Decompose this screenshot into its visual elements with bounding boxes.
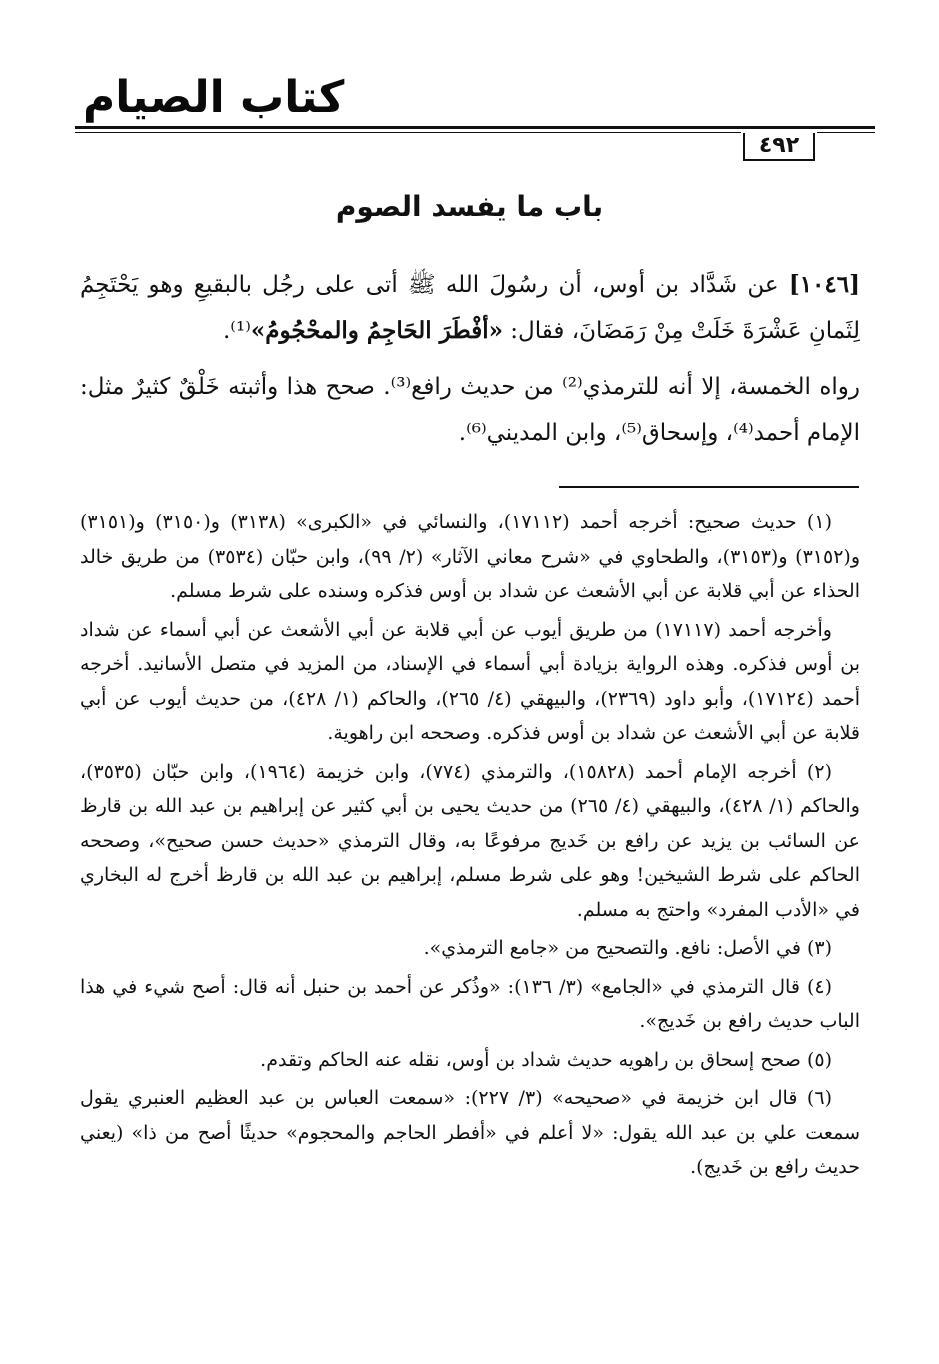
footnote-1-continued: وأخرجه أحمد (١٧١١٧) من طريق أيوب عن أبي قلابة عن أبي الأشعث عن أبي أسماء عن شداد بن أوس فذكره. وهذه الرواية بزيادة أبي أسماء في الإسناد، من المزيد في متصل الأسانيد. أخرجه أحمد (١٧١٢٤)، وأبو داود (٢٣٦٩)، والبيهقي (٤/ ٢٦٥)، والحاكم (١/ ٤٢٨)، من حديث أيوب عن أبي قلابة عن أبي الأشعث عن شداد بن أوس فذكره. وصححه ابن راهوية. [80, 618, 861, 744]
commentary-paragraph: رواه الخمسة، إلا أنه للترمذي⁽²⁾ من حديث رافع⁽³⁾. صحح هذا وأثبته خَلْقٌ كثيرٌ مثل: الإمام أحمد⁽⁴⁾، وإسحاق⁽⁵⁾، وابن المديني⁽⁶⁾. [80, 374, 860, 446]
hadith-number: [١٠٤٦] [788, 271, 861, 298]
header-rule-thin-left [75, 132, 743, 133]
footnote-4: (٤) قال الترمذي في «الجامع» (٣/ ١٣٦): «وذُكر عن أحمد بن حنبل أنه قال: أصح شيء في هذا الباب حديث رافع بن خَديج». [80, 975, 860, 1032]
page-number: ٤٩٢ [758, 133, 800, 158]
footnote-3: (٣) في الأصل: نافع. والتصحيح من «جامع الترمذي». [423, 937, 832, 959]
footnote-1: (١) حديث صحيح: أخرجه أحمد (١٧١١٢)، والنسائي في «الكبرى» (٣١٣٨) و(٣١٥٠) و(٣١٥١) و(٣١٥٢) و(٣١٥٣)، والطحاوي في «شرح معاني الآثار» (٢/ ٩٩)، وابن حبّان (٣٥٣٤) من طريق خالد الحذاء عن أبي قلابة عن أبي الأشعث عن شداد بن أوس فذكره وسنده على شرط مسلم. [80, 511, 860, 602]
header-rule-thin-right [817, 132, 875, 133]
hadith-quote: «أفْطَرَ الحَاجِمُ والمحْجُومُ» [250, 317, 503, 344]
page-number-box [743, 131, 815, 161]
hadith-end: ⁽¹⁾. [223, 318, 251, 344]
hadith-text: عن شَدَّاد بن أوس، أن رسُولَ الله ﷺ أتى على رجُل بالبقيعِ وهو يَحْتَجِمُ لِثَمانِ عَشْرَةَ خَلَتْ مِنْ رَمَضَانَ، فقال: [80, 272, 860, 344]
footnote-separator [559, 486, 859, 488]
footnote-2: (٢) أخرجه الإمام أحمد (١٥٨٢٨)، والترمذي (٧٧٤)، وابن خزيمة (١٩٦٤)، وابن حبّان (٣٥٣٥)، والحاكم (١/ ٤٢٨)، والبيهقي (٤/ ٢٦٥) من حديث يحيى بن أبي كثير عن إبراهيم بن عبد الله بن قارظ عن السائب بن يزيد عن رافع بن خَديج مرفوعًا به، وقال الترمذي «حديث حسن صحيح»، وصححه الحاكم على شرط الشيخين! وهو على شرط مسلم، إبراهيم بن عبد الله بن قارظ أخرج له البخاري في «الأدب المفرد» واحتج به مسلم. [80, 760, 860, 921]
hadith-paragraph [80, 262, 860, 354]
book-title: كتاب الصيام [83, 72, 345, 123]
main-text [80, 262, 860, 466]
chapter-title: باب ما يفسد الصوم [335, 190, 604, 223]
page-header [75, 60, 875, 170]
footnotes [80, 505, 860, 1189]
footnote-6: (٦) قال ابن خزيمة في «صحيحه» (٣/ ٢٢٧): «سمعت العباس بن عبد العظيم العنبري يقول سمعت علي بن عبد الله يقول: «لا أعلم في «أفطر الحاجم والمحجوم» حديثًا أصح من ذا» (يعني حديث رافع بن خَديج). [80, 1087, 860, 1178]
footnote-5: (٥) صحح إسحاق بن راهويه حديث شداد بن أوس، نقله عنه الحاكم وتقدم. [260, 1048, 832, 1071]
